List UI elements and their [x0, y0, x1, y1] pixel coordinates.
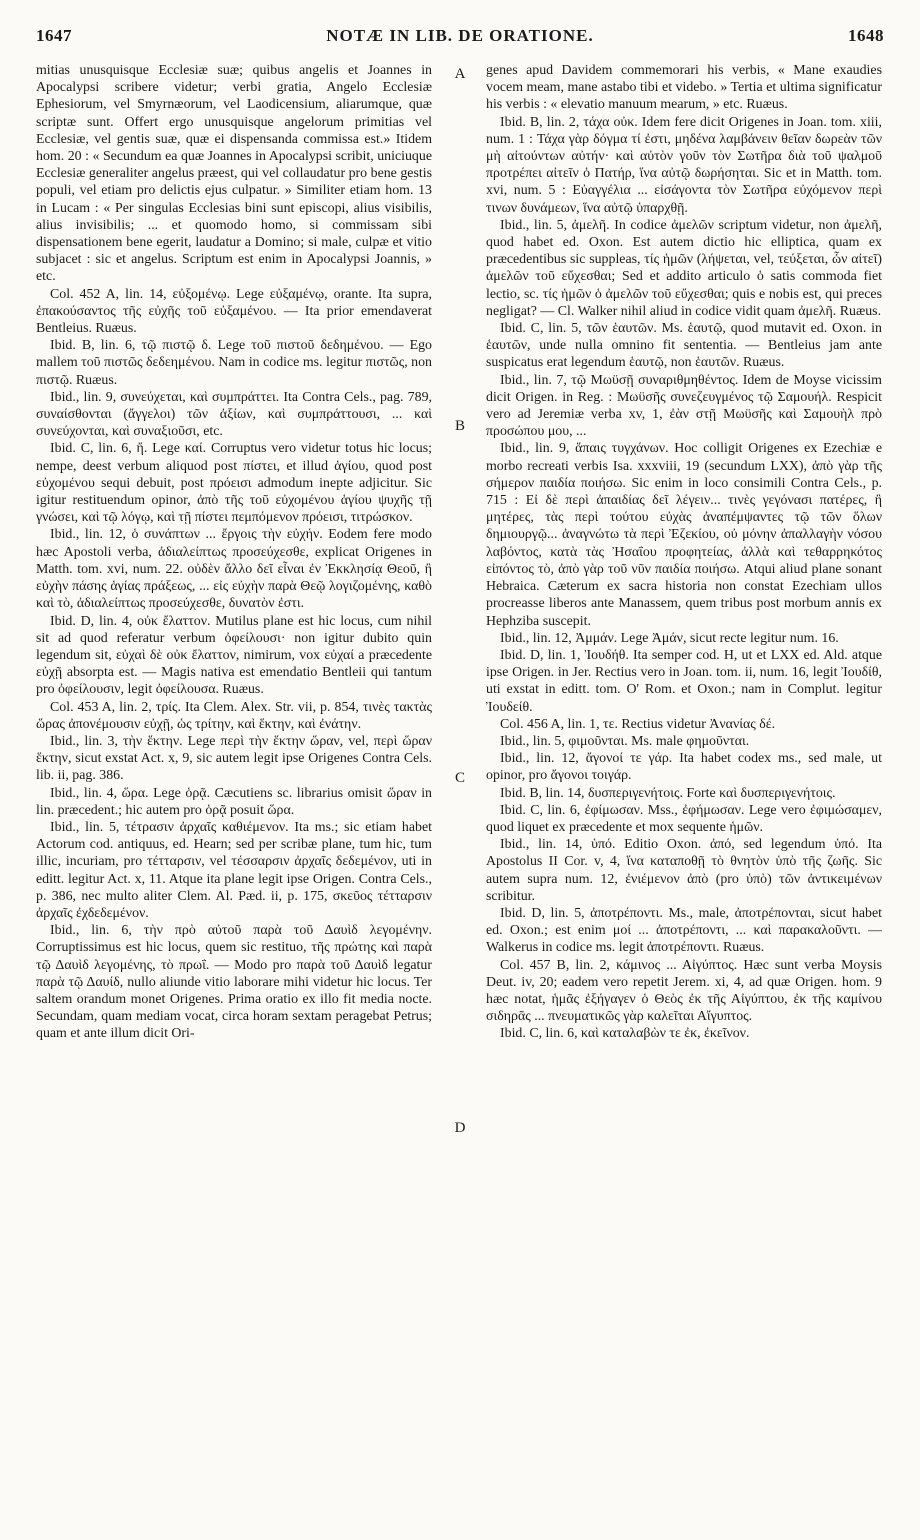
paragraph: Ibid. B, lin. 2, τάχα οὐκ. Idem fere dicit Origenes in Joan. tom. xiii, num. 1 : Τάχα γὰρ δόγμα τί ἐστι, μηδένα λαμβάνειν θεῖαν δωρεὰν τῶν μὴ αἰτούντων αὐτήν· καὶ αὐτὸν γοῦν τὸν Σωτῆρα διὰ τοῦ ψαλμοῦ προτρέπει αἰτεῖν ὁ Πατήρ, ἵνα αὐτῷ δωρήσηται. Sic et in Matth. tom. xvi, num. 5 : Εὐαγγέλια ... εἰσάγοντα τὸν Σωτῆρα εὐχόμενον περὶ τινων δυνάμεων, ἵνα αὐτῷ ὑπαρχθῇ.: [486, 114, 882, 216]
left-column: [36, 62, 432, 1524]
paragraph: Ibid. C, lin. 6, καὶ καταλαβὼν τε ἐκ, ἐκεῖνον.: [500, 1026, 750, 1042]
paragraph: Ibid., lin. 5, ἀμελῆ. In codice ἀμελῶν scriptum videtur, non ἀμελῆ, quod habet ed. Oxon. Est autem dictio hic elliptica, quam ex præcedentibus sic suppleas, τίς ἡμῶν (λήψεται, vel, τεύξεται, ὧν αἰτεῖ) ἀμελῶν τοῦ εὔχεσθαι; Sed et addito articulo ὁ satis commoda fiet lectio, sc. τίς ἡμῶν ὁ ἀμελῶν τοῦ εὔχεσθαι; quis e nobis est, qui preces negligat? — Cl. Walker nihil aliud in codice vidit quam ἀμελῆ. Ruæus.: [486, 217, 882, 319]
paragraph: Ibid. D, lin. 1, Ἰουδήθ. Ita semper cod. H, ut et LXX ed. Ald. atque ipse Origen. in Jer. Rectius vero in Joan. tom. ii, num. 16, legit Ἰουδίθ, uti exstat in editt. tom. O' Rom. et Oxon.; nam in Complut. legitur Ἰουδείθ.: [486, 647, 882, 715]
paragraph: Ibid., lin. 12, ὁ συνάπτων ... ἔργοις τὴν εὐχήν. Eodem fere modo hæc Apostoli verba, ἀδιαλείπτως προσεύχεσθε, explicat Origenes in Matth. tom. xvi, num. 22. οὐδὲν ἄλλο δεῖ εἶναι ἐν Ἐκκλησίᾳ Θεοῦ, ἢ εὐχὴν πάσης ἁγίας πράξεως, ... εἰς εὐχὴν παρὰ Θεῷ λογιζομένης, καθὸ καὶ τὸ, ἀδιαλείπτως προσεύχεσθε, δυνατὸν ἐστι.: [36, 527, 432, 612]
paragraph: Ibid., lin. 6, τὴν πρὸ αὐτοῦ παρὰ τοῦ Δαυὶδ λεγομένην. Corruptissimus est hic locus, quem sic restituo, τῆς πρώτης καὶ παρὰ τῷ Δαυὶδ λεγομένης, τὸ πρωΐ. — Modo pro παρὰ τοῦ Δαυὶδ legatur παρὰ τῷ Δαυίδ, nullo aliunde vitio laborare mihi videtur hic locus. Ter saltem orandum monet Origenes. Prima oratio ex illo fit media nocte. Secundam, quam mediam vocat, circa horam sextam peragebat Petrus; quam et ante illum dicit Ori-: [36, 923, 432, 1042]
paragraph: Ibid. B, lin. 6, τῷ πιστῷ δ. Lege τοῦ πιστοῦ δεδημένου. — Ego mallem τοῦ πιστῶς δεδεημένου. Nam in codice ms. legitur πιστῶς, non πιστῷ. Ruæus.: [36, 338, 432, 388]
running-title: NOTÆ IN LIB. DE ORATIONE.: [326, 26, 594, 45]
paragraph: Ibid. C, lin. 5, τῶν ἑαυτῶν. Ms. ἑαυτῷ, quod mutavit ed. Oxon. in ἑαυτῶν, unde nulla omnino fit sententia. — Bentleius jam ante suspicatus erat legendum ἑαυτῷ, non ἑαυτῶν. Ruæus.: [486, 321, 882, 371]
paragraph: Ibid., lin. 4, ὥρα. Lege ὁρᾷ. Cæcutiens sc. librarius omisit ὥραν in lin. præcedent.; hic autem pro ὁρᾷ posuit ὥρα.: [36, 785, 432, 818]
margin-marker-c: C: [454, 770, 465, 786]
paragraph: mitias unusquisque Ecclesiæ suæ; quibus angelis et Joannes in Apocalypsi scribere videtur; verbi gratia, Angelo Ecclesiæ Ephesiorum, vel Smyrnæorum, vel Laodicensium, aliarumque, quæ scriptæ sunt. Offert ergo unusquisque angelorum primitias vel Ecclesiæ, vel gentis suæ, quæ ei dispensanda commissa est.» Itidem hom. 20 : « Secundum ea quæ Joannes in Apocalypsi scribit, uniciuque Ecclesiæ generaliter angelus præest, qui vel collaudatur pro bene gestis populi, vel etiam pro delictis ejus culpatur. » Similiter etiam hom. 13 in Lucam : « Per singulas Ecclesias bini sunt episcopi, alius visibilis, alius invisibilis; ... et quomodo homo, si commissam sibi dispensationem bene egerit, laudatur a Domino; si male, culpæ et vitio subjacet : sic et angelus. Scriptum est enim in Apocalypsi Joannis, » etc.: [36, 63, 432, 285]
paragraph: Ibid., lin. 5, τέτρασιν ἀρχαῖς καθιέμενον. Ita ms.; sic etiam habet Actorum cod. antiquus, ed. Hearn; sed per scribæ plane, tum hic, tum illic, incuriam, pro τέτταρσιν, vel τέσσαρσιν ἀρχαῖς δεδεμένον, uti in editt. legitur Act. x, 11. Atque ita plane legit ipse Origen. Contra Cels., p. 386, nec multo aliter Clem. Al. Pæd. ii, p. 175, σκεῦος τέτταρσιν ἀρχαῖς ἐχδεδεμένον.: [36, 819, 432, 921]
paragraph: Ibid., lin. 12, ἄγονοί τε γάρ. Ita habet codex ms., sed male, ut opinor, pro ἄγονοι τοιγάρ.: [486, 751, 882, 784]
page-header: [36, 26, 884, 48]
paragraph: Ibid., lin. 14, ὑπό. Editio Oxon. ἀπό, sed legendum ὑπό. Ita Apostolus II Cor. v, 4, ἵνα καταποθῇ τὸ θνητὸν ὑπὸ τῆς ζωῆς. Sic autem supra num. 12, ἐνιέμενον ἀπὸ (pro ὑπὸ) τῶν ἀντικειμένων scribitur.: [486, 837, 882, 904]
paragraph: genes apud Davidem commemorari his verbis, « Mane exaudies vocem meam, mane astabo tibi et videbo. » Tertia et ultima significatur his verbis : « elevatio manuum mearum, » etc. Ruæus.: [486, 63, 882, 113]
right-column: [486, 62, 882, 1524]
left-page-number: 1647: [36, 26, 72, 45]
margin-marker-a: A: [454, 66, 466, 82]
paragraph: Col. 457 B, lin. 2, κάμινος ... Αἰγύπτος. Hæc sunt verba Moysis Deut. iv, 20; eadem vero repetit Jerem. xi, 4, ad quæ Origen. hom. 9 hæc notat, ἡμᾶς ἐξήγαγεν ὁ Θεὸς ἐκ τῆς Αἰγύπτου, ἐκ τῆς καμίνου σιδηρᾶς ... πνευματικῶς γὰρ καλεῖται Αἴγυπτος.: [486, 957, 882, 1025]
paragraph: Ibid., lin. 7, τῷ Μωϋσῇ συναριθμηθέντος. Idem de Moyse vicissim dicit Origen. in Reg. : Μωϋσῆς συνεζευγμένος τῷ Σαμουήλ. Respicit vero ad Jeremiæ verba xv, 1, ἐὰν στῇ Μωϋσῆς καὶ Σαμουὴλ πρὸ προσώπου μου, ...: [486, 372, 882, 440]
paragraph: Ibid. D, lin. 4, οὐκ ἔλαττον. Mutilus plane est hic locus, cum nihil sit ad quod referatur verbum ὀφείλουσι· non igitur dubito quin legendum sit, εὐχαὶ δὲ οὐκ ἔλαττον, nimirum, vox εὐχαί a præcedente εὐχῇ absorpta est. — Magis nativa est emendatio Bentleii qui tantum pro ὀφείλουσιν, legit ὀφείλουσα. Ruæus.: [36, 613, 432, 698]
paragraph: Col. 453 A, lin. 2, τρίς. Ita Clem. Alex. Str. vii, p. 854, τινὲς τακτὰς ὥρας ἀπονέμουσιν εὐχῇ, ὡς τρίτην, καὶ ἕκτην, καὶ ἐνάτην.: [36, 699, 432, 732]
paragraph: Col. 456 A, lin. 1, τε. Rectius videtur Ἀνανίας δέ.: [500, 716, 776, 732]
paragraph: Ibid. C, lin. 6, ἐφίμωσαν. Mss., ἐφήμωσαν. Lege vero ἐφιμώσαμεν, quod liquet ex præcedente et mox sequente ἡμῶν.: [486, 802, 882, 835]
paragraph: Ibid., lin. 3, τὴν ἕκτην. Lege περὶ τὴν ἕκτην ὥραν, vel, περὶ ὥραν ἕκτην, sicut exstat Act. x, 9, sic autem legit ipse Origenes Contra Cels. lib. ii, pag. 386.: [36, 733, 432, 784]
paragraph: Ibid. C, lin. 6, ἤ. Lege καί. Corruptus vero videtur totus hic locus; nempe, deest verbum aliquod post πίστει, et illud ἁγίου, quod post εὐχομένου sequi debuit, post πρόεισι admodum inepte adjicitur. Sic igitur restituendum opinor, ἀπὸ τῆς τοῦ εὐχομένου ἁγίου ψυχῆς τῇ γνώσει, καὶ τῷ λόγῳ, καὶ τῇ πίστει πεμπόμενον πρόεισι, τιτρώσκον.: [36, 441, 432, 526]
paragraph: Ibid. D, lin. 5, ἀποτρέποντι. Ms., male, ἀποτρέπονται, sicut habet ed. Oxon.; est enim μοί ... ἀποτρέποντι, ... καὶ παρακαλοῦντι. — Walkerus in codice ms. legit ἀποτρέποντι. Ruæus.: [486, 905, 882, 956]
paragraph: Ibid., lin. 5, φιμοῦνται. Ms. male φημοῦνται.: [500, 733, 750, 749]
paragraph: Col. 452 A, lin. 14, εὐξομένῳ. Lege εὐξαμένῳ, orante. Ita supra, ἐπακούσαντος τῆς εὐχῆς τοῦ εὐξαμένου. — Ita prior emendaverat Bentleius. Ruæus.: [36, 286, 432, 337]
paragraph: Ibid., lin. 9, ἅπαις τυγχάνων. Hoc colligit Origenes ex Ezechiæ e morbo recreati verbis Isa. xxxviii, 19 (secundum LXX), ἀπὸ γὰρ τῆς σήμερον παιδία ποιήσω. Sic enim in loco consimili Contra Cels., p. 715 : Εἰ δὲ περὶ ἀπαιδίας δεῖ λέγειν... τινὲς γεγόνασι πατέρες, ἢ μητέρες, τὰς περὶ τούτου εὐχὰς ἀναπέμψαντες τῷ τῶν ὅλων δημιουργῷ... ἀναγνώτω τὰ περὶ Ἐζεκίου, οὐ μόνην ἀπαλλαγὴν νόσου λαβόντος, κατὰ τὰς Ἠσαΐου προφητείας, ἀλλὰ καὶ τεθαρρηκότος εἰπόντος τὸ, ἀπὸ γὰρ τοῦ νῦν παιδία ποιήσω. Atqui aliud plane sonant Hebraica. Cæterum ex sacra historia non constat Ezechiam ullos procreasse liberos ante Manassem, quem tribus post morbum annis ex Hephziba suscepit.: [486, 441, 882, 629]
right-page-number: 1648: [848, 26, 884, 45]
paragraph: Ibid. B, lin. 14, δυσπεριγενήτοις. Forte καὶ δυσπεριγενήτοις.: [500, 785, 836, 801]
paragraph: Ibid., lin. 12, Ἀμμάν. Lege Ἀμάν, sicut recte legitur num. 16.: [500, 630, 839, 646]
margin-marker-d: D: [454, 1120, 466, 1136]
paragraph: Ibid., lin. 9, συνεύχεται, καὶ συμπράττει. Ita Contra Cels., pag. 789, συναίσθονται (ἄγγελοι) τῶν ἀξίων, καὶ συμπράττουσι, ... καὶ συνεύχονται, καὶ συναξιοῦσι, etc.: [36, 389, 432, 440]
margin-marker-b: B: [454, 418, 465, 434]
